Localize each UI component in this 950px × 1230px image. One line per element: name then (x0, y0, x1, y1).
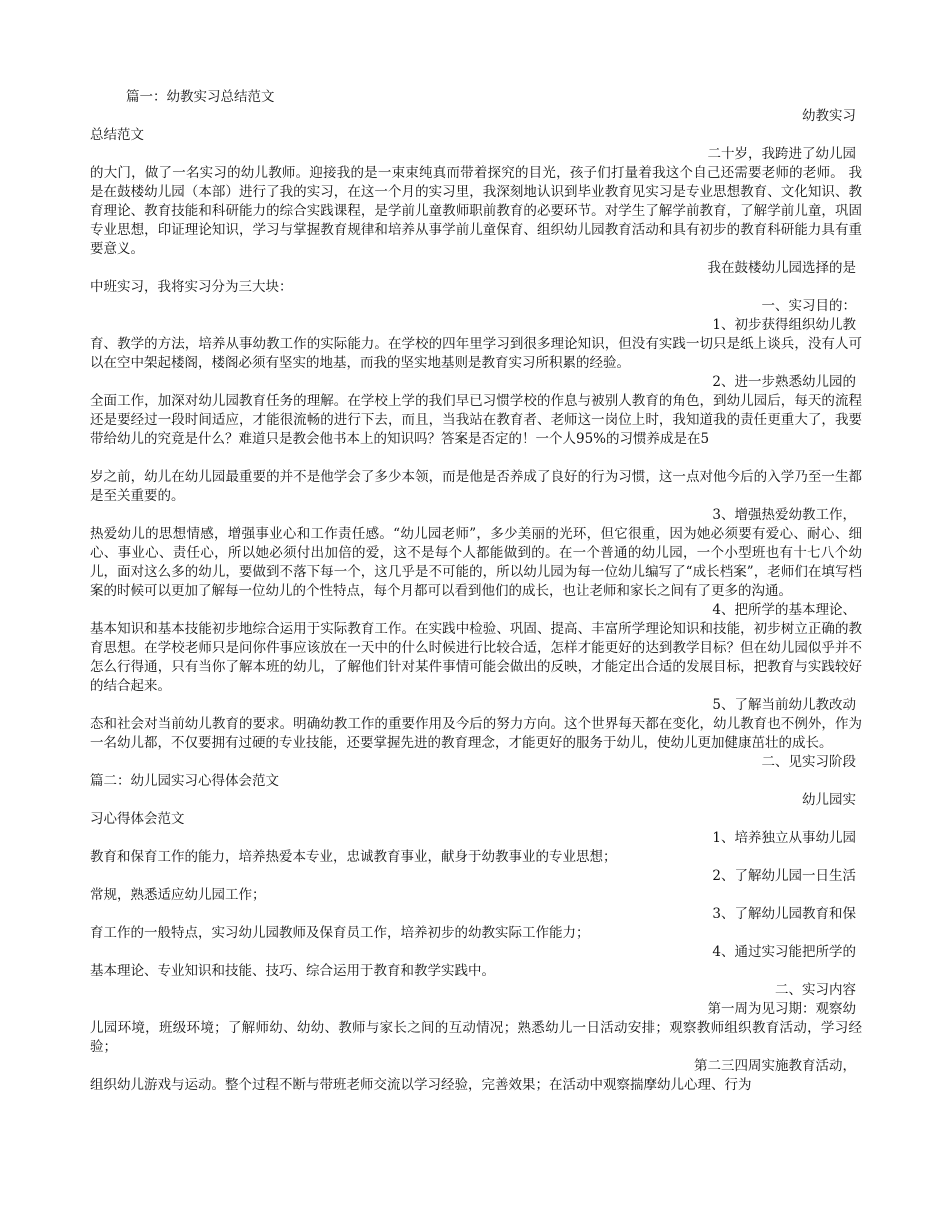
article-one-subtitle-end: 总结范文 (90, 127, 144, 143)
goal-4-lead: 4、把所学的基本理论、 (712, 602, 856, 618)
content-heading: 二、实习内容 (775, 982, 856, 998)
goal-2-continued: 岁之前，幼儿在幼儿园最重要的并不是他学会了多少本领，而是他是否养成了良好的行为习惯，这一点对他今后的入学乃至一生都是至关重要的。 (90, 469, 862, 504)
choice-lead: 我在鼓楼幼儿园选择的是 (707, 260, 856, 276)
stage-item-3-text: 育工作的一般特点，实习幼儿园教师及保育员工作，培养初步的幼教实际工作能力； (90, 925, 590, 941)
stage-item-2-lead: 2、了解幼儿园一日生活 (712, 868, 856, 884)
goal-2-text: 全面工作，加深对幼儿园教育任务的理解。在学校上学的我们早已习惯学校的作息与被别人教育的角色，到幼儿园后，每天的流程还是要经过一段时间适应，才能很流畅的进行下去，而且，当我站在教育者、老师这一岗位上时，我知道我的责任更重大了，我要带给幼儿的究竟是什么？难道只是教会他书本上的知识吗？答案是否定的！一个人95%的习惯养成是在5 (90, 393, 862, 447)
choice-text: 中班实习，我将实习分为三大块： (90, 279, 293, 295)
week-1-text: 儿园环境，班级环境；了解师幼、幼幼、教师与家长之间的互动情况；熟悉幼儿一日活动安排；观察教师组织教育活动，学习经验； (90, 1020, 862, 1055)
week-2-lead: 第二三四周实施教育活动， (694, 1058, 856, 1074)
goal-heading: 一、实习目的： (761, 298, 856, 314)
goal-3-lead: 3、增强热爱幼教工作， (712, 507, 856, 523)
stage-item-2-text: 常规，熟悉适应幼儿园工作； (90, 887, 266, 903)
goal-5-text: 态和社会对当前幼儿教育的要求。明确幼教工作的重要作用及今后的努力方向。这个世界每天都在变化，幼儿教育也不例外，作为一名幼儿都，不仅要拥有过硬的专业技能，还要掌握先进的教育理念，才能更好的服务于幼儿，使幼儿更加健康茁壮的成长。 (90, 716, 862, 751)
intro-lead: 二十岁，我跨进了幼儿园 (707, 146, 856, 162)
stage-item-4-lead: 4、通过实习能把所学的 (712, 944, 856, 960)
stage-item-1-text: 教育和保育工作的能力，培养热爱本专业，忠诚教育事业，献身于幼教事业的专业思想； (90, 849, 617, 865)
paragraph-gap (90, 449, 862, 468)
stage-item-1-lead: 1、培养独立从事幼儿园 (712, 830, 856, 846)
article-one-subtitle-start: 幼教实习 (802, 108, 856, 124)
week-2-text: 组织幼儿游戏与运动。整个过程不断与带班老师交流以学习经验，完善效果；在活动中观察揣摩幼儿心理、行为 (90, 1077, 752, 1093)
article-one-title: 篇一：幼教实习总结范文 (126, 89, 275, 105)
goal-1-lead: 1、初步获得组织幼儿教 (712, 317, 856, 333)
goal-4-text: 基本知识和基本技能初步地综合运用于实际教育工作。在实践中检验、巩固、提高、丰富所学理论知识和技能，初步树立正确的教育思想。在学校老师只是问你件事应该放在一天中的什么时候进行比较合适，怎样才能更好的达到教学目标？但在幼儿园似乎并不怎么行得通，只有当你了解本班的幼儿，了解他们针对某件事情可能会做出的反映，才能定出合适的发展目标，把教育与实践较好的结合起来。 (90, 621, 862, 694)
stage-item-4-text: 基本理论、专业知识和技能、技巧、综合运用于教育和教学实践中。 (90, 963, 495, 979)
goal-3-text: 热爱幼儿的思想情感，增强事业心和工作责任感。“幼儿园老师”，多少美丽的光环，但它很重，因为她必须要有爱心、耐心、细心、事业心、责任心，所以她必须付出加倍的爱，这不是每个人都能做到的。在一个普通的幼儿园，一个小型班也有十七八个幼儿，面对这么多的幼儿，要做到不落下每一个，这几乎是不可能的，所以幼儿园为每一位幼儿编写了“成长档案”，老师们在填写档案的时候可以更加了解每一位幼儿的个性特点，每个月都可以看到他们的成长，也让老师和家长之间有了更多的沟通。 (90, 526, 862, 599)
article-two-subtitle-start: 幼儿园实 (802, 792, 856, 808)
stage-heading: 二、见实习阶段 (761, 754, 856, 770)
intro-paragraph: 的大门，做了一名实习的幼儿教师。迎接我的是一束束纯真而带着探究的目光，孩子们打量着我这个自己还需要老师的老师。 我是在鼓楼幼儿园（本部）进行了我的实习，在这一个月的实习里，我深刻地认识到毕业教育见实习是专业思想教育、文化知识、教育理论、教育技能和科研能力的综合实践课程，是学前儿童教师职前教育的必要环节。对学生了解学前教育，了解学前儿童，巩固专业思想，印证理论知识，学习与掌握教育规律和培养从事学前儿童保育、组织幼儿园教育活动和具有初步的教育科研能力具有重要意义。 (90, 165, 862, 257)
article-two-title: 篇二：幼儿园实习心得体会范文 (90, 773, 279, 789)
document-body (90, 88, 862, 1095)
goal-5-lead: 5、了解当前幼儿教改动 (712, 697, 856, 713)
week-1-lead: 第一周为见习期：观察幼 (707, 1001, 856, 1017)
stage-item-3-lead: 3、了解幼儿园教育和保 (712, 906, 856, 922)
goal-2-lead: 2、进一步熟悉幼儿园的 (712, 374, 856, 390)
article-two-subtitle-end: 习心得体会范文 (90, 811, 185, 827)
goal-1-text: 育、教学的方法，培养从事幼教工作的实际能力。在学校的四年里学习到很多理论知识，但没有实践一切只是纸上谈兵，没有人可以在空中架起楼阁，楼阁必须有坚实的地基，而我的坚实地基则是教育实习所积累的经验。 (90, 336, 862, 371)
